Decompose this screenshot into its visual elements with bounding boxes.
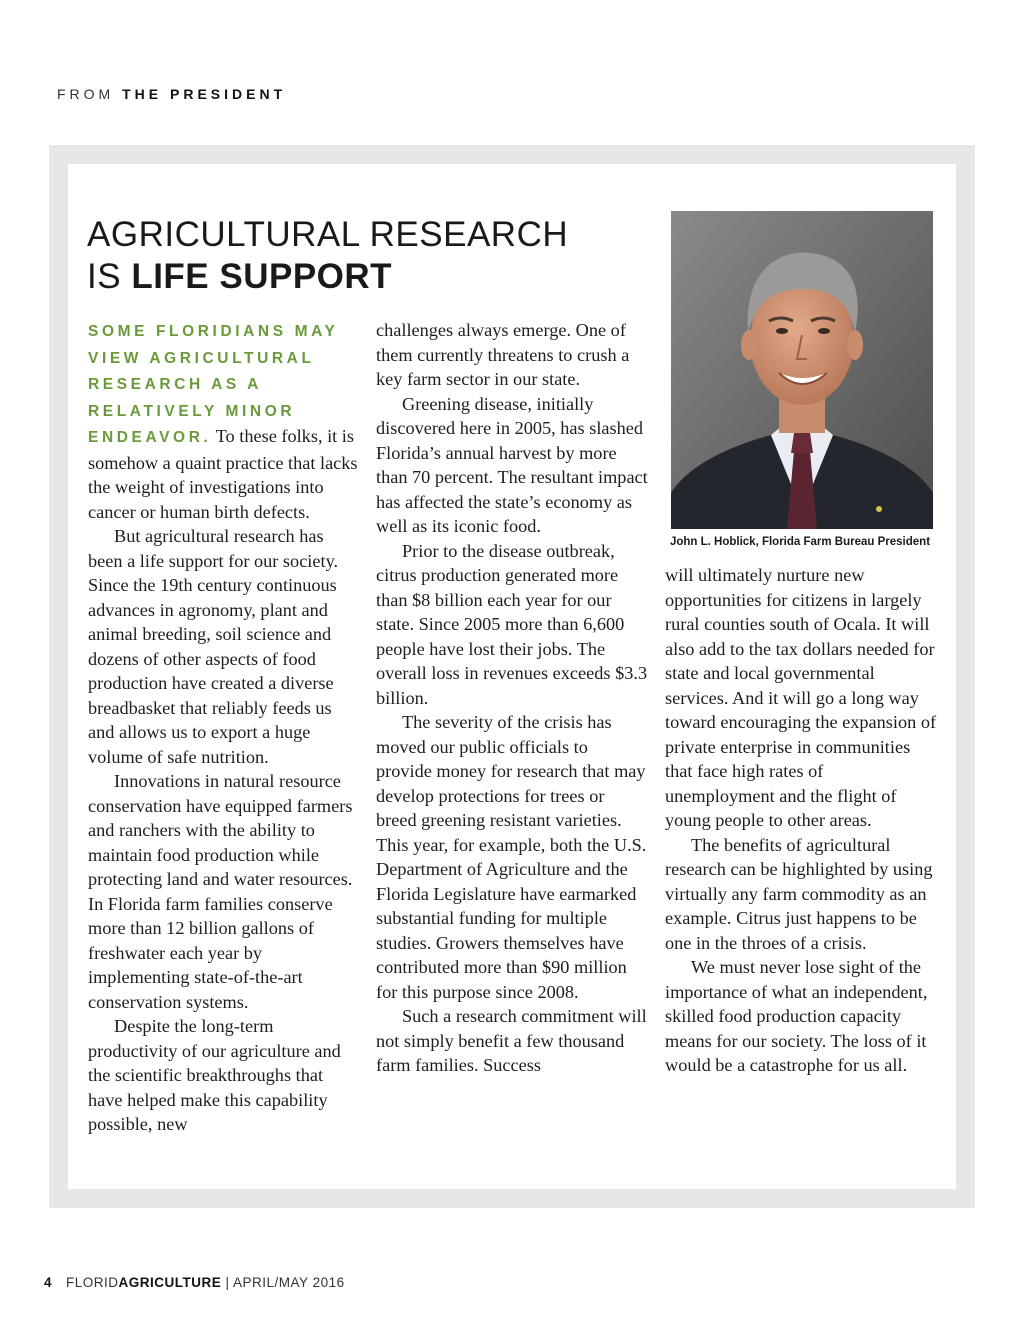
section-label bbox=[57, 86, 286, 102]
headline bbox=[87, 214, 568, 298]
article-column-2 bbox=[376, 318, 648, 1078]
page-footer bbox=[44, 1275, 345, 1290]
magazine-name-bold: AGRICULTURE bbox=[118, 1275, 222, 1290]
magazine-name-light: FLORID bbox=[66, 1275, 119, 1290]
headline-line2-prefix: IS bbox=[87, 257, 122, 296]
article-paragraph: Despite the long-term productivity of our agriculture and the scientific breakthroughs that have helped make this capability possible, new bbox=[88, 1016, 341, 1134]
article-paragraph: SOME FLORIDIANS MAY VIEW AGRICULTURAL RESEARCH AS A RELATIVELY MINOR ENDEAVOR. To these folks, it is somehow a quaint practice that lacks the weight of investigations into cancer or human birth defects. bbox=[88, 323, 358, 522]
page-number: 4 bbox=[44, 1275, 53, 1290]
article-paragraph: The severity of the crisis has moved our public officials to provide money for research that may develop protections for trees or breed greening resistant varieties. This year, for example, both the U.S. Department of Agriculture and the Florida Legislature have earmarked substantial funding for multiple studies. Growers themselves have contributed more than $90 million for this purpose since 2008. bbox=[376, 712, 647, 1002]
section-emphasis: THE PRESIDENT bbox=[122, 86, 287, 102]
article-paragraph: Greening disease, initially discovered here in 2005, has slashed Florida’s annual harvest by more than 70 percent. The resultant impact has affected the state’s economy as well as its iconic food. bbox=[376, 393, 648, 536]
article-paragraph: Such a research commitment will not simply benefit a few thousand farm families. Success bbox=[376, 1006, 647, 1075]
photo-caption: John L. Hoblick, Florida Farm Bureau President bbox=[669, 536, 931, 548]
article-paragraph: But agricultural research has been a life support for our society. Since the 19th century continuous advances in agronomy, plant and animal breeding, soil science and dozens of other aspects of food production have created a diverse breadbasket that reliably feeds us and allows us to export a huge volume of safe nutrition. bbox=[88, 526, 339, 767]
issue-date: | APRIL/MAY 2016 bbox=[221, 1275, 345, 1290]
headline-line1: AGRICULTURAL RESEARCH bbox=[87, 215, 569, 254]
article-paragraph: Prior to the disease outbreak, citrus production generated more than $8 billion each year for our state. Since 2005 more than 6,600 people have lost their jobs. The overall loss in revenues exceeds $3.3 billion. bbox=[376, 540, 648, 708]
article-column-1 bbox=[88, 318, 360, 1137]
lead-in: SOME FLORIDIANS MAY VIEW AGRICULTURAL RESEARCH AS A RELATIVELY MINOR ENDEAVOR. bbox=[88, 323, 339, 446]
article-column-3 bbox=[665, 563, 937, 1078]
article-paragraph-continued: challenges always emerge. One of them currently threatens to crush a key farm sector in our state. bbox=[376, 320, 630, 389]
president-portrait bbox=[671, 211, 933, 529]
article-paragraph: Innovations in natural resource conservation have equipped farmers and ranchers with the ability to maintain food production while protecting land and water resources. In Florida farm families conserve more than 12 billion gallons of freshwater each year by implementing state-of-the-art conservation systems. bbox=[88, 771, 353, 1012]
article-paragraph: The benefits of agricultural research can be highlighted by using virtually any farm commodity as an example. Citrus just happens to be one in the throes of a crisis. bbox=[665, 834, 933, 953]
section-prefix: FROM bbox=[57, 86, 115, 102]
article-paragraph: We must never lose sight of the importance of what an independent, skilled food production capacity means for our society. The loss of it would be a catastrophe for us all. bbox=[665, 957, 928, 1075]
headline-line2-bold: LIFE SUPPORT bbox=[131, 257, 393, 296]
article-paragraph-continued: will ultimately nurture new opportunities for citizens in largely rural counties south of Ocala. It will also add to the tax dollars needed for state and local governmental services. And it will go a long way toward encouraging the expansion of private enterprise in communities that face high rates of unemployment and the flight of young people to other areas. bbox=[665, 565, 937, 830]
